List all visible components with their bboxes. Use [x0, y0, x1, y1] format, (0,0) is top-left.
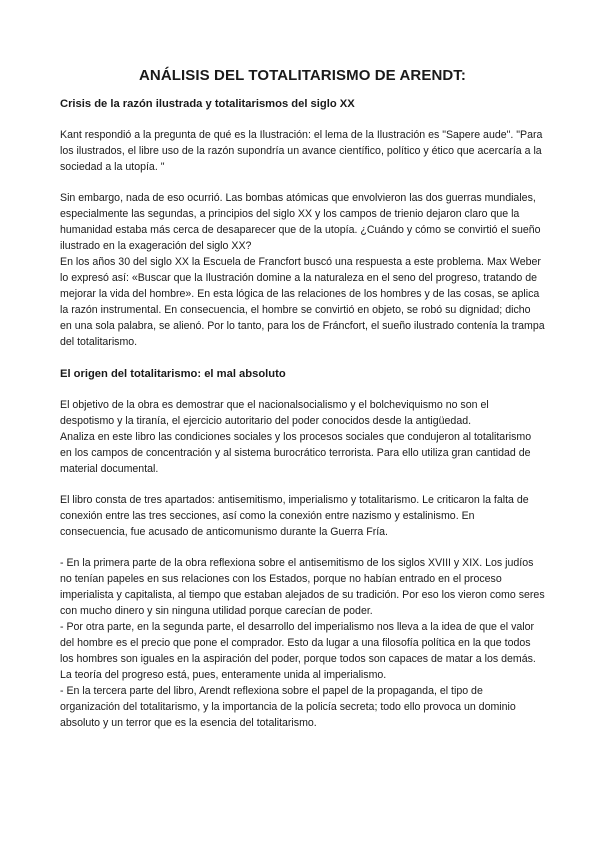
- section-heading-origen: El origen del totalitarismo: el mal absoluto: [60, 368, 286, 380]
- paragraph-kant: Kant respondió a la pregunta de qué es la Ilustración: el lema de la Ilustración es "Sapere aude". "Para los ilustrados, el libre uso de la razón supondría un avance científico, político y ético que acercaría a la sociedad a la utopía. ": [60, 129, 543, 173]
- paragraph-sin-embargo: Sin embargo, nada de eso ocurrió. Las bombas atómicas que envolvieron las dos guerras mundiales, especialmente las segundas, a principios del siglo XX y los campos de trienio dejaron claro que la humanidad estaba más cerca de desaparecer que de la utopía. ¿Cuándo y cómo se convirtió el sueño ilustrado en la exageración del siglo XX?: [60, 192, 541, 252]
- bullet-segunda-parte: - Por otra parte, en la segunda parte, el desarrollo del imperialismo nos lleva a la idea de que el valor del hombre es el precio que pone el comprador. Esto da lugar a una filosofía política en la que todos los hombres son iguales en la aspiración del poder, porque todos son capaces de matar a los demás. La teoría del progreso está, pues, enteramente unida al imperialismo.: [60, 621, 536, 681]
- paragraph-objetivo: El objetivo de la obra es demostrar que el nacionalsocialismo y el bolcheviquismo no son el despotismo y la tiranía, el ejercicio autoritario del poder conocidos desde la antigüedad.: [60, 399, 489, 427]
- document-page: [60, 66, 545, 731]
- bullet-tercera-parte: - En la tercera parte del libro, Arendt reflexiona sobre el papel de la propaganda, el tipo de organización del totalitarismo, y la importancia de la policía secreta; todo ello provoca un dominio absoluto y un terror que es la esencia del totalitarismo.: [60, 685, 516, 729]
- paragraph-analiza: Analiza en este libro las condiciones sociales y los procesos sociales que condujeron al totalitarismo en los campos de concentración y al sistema burocrático terrorista. Para ello utiliza gran cantidad de material documental.: [60, 431, 532, 475]
- section-heading-crisis: Crisis de la razón ilustrada y totalitarismos del siglo XX: [60, 98, 355, 110]
- bullet-primera-parte: - En la primera parte de la obra reflexiona sobre el antisemitismo de los siglos XVIII y XIX. Los judíos no tenían papeles en sus relaciones con los Estados, porque no habían entrado en el proceso imperialista y capitalista, al tiempo que estaban alejados de su tradición. Por eso los vieron como seres con mucho dinero y sin ninguna utilidad porque carecían de poder.: [60, 557, 545, 617]
- document-title: ANÁLISIS DEL TOTALITARISMO DE ARENDT:: [138, 67, 467, 84]
- paragraph-francfort: En los años 30 del siglo XX la Escuela de Francfort buscó una respuesta a este problema. Max Weber lo expresó así: «Buscar que la Ilustración domine a la naturaleza en el seno del progreso, tratando de mejorar la vida del hombre». En esta lógica de las relaciones de los hombres y de las cosas, se aplica la razón instrumental. En consecuencia, el hombre se convirtió en objeto, se robó su dignidad; dicho en una sola palabra, se alienó. Por lo tanto, para los de Fráncfort, el sueño ilustrado contenía la trampa del totalitarismo.: [60, 256, 545, 348]
- paragraph-libro-consta: El libro consta de tres apartados: antisemitismo, imperialismo y totalitarismo. Le criticaron la falta de conexión entre las tres secciones, así como la conexión entre nazismo y estalinismo. En consecuencia, fue acusado de anticomunismo durante la Guerra Fría.: [60, 494, 529, 538]
